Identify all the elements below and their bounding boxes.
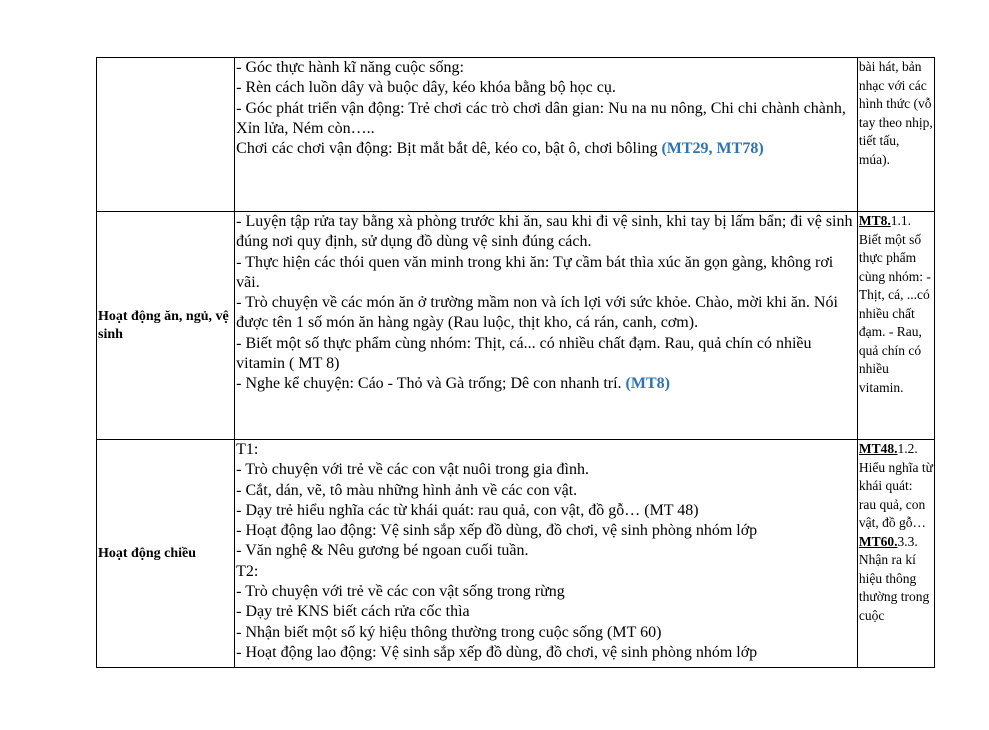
goal-code: MT8.: [858, 213, 891, 228]
goal-cell: [857, 212, 934, 440]
goal-cell: [857, 58, 934, 212]
activity-label-cell: [97, 212, 235, 440]
activity-label: Hoạt động ăn, ngủ, vệ sinh: [98, 308, 229, 342]
content-line: - Văn nghệ & Nêu gương bé ngoan cuối tuần.: [236, 542, 529, 560]
content-line: - Luyện tập rửa tay bằng xà phòng trước khi ăn, sau khi đi vệ sinh, khi tay bị lấm bẩn; đi vệ sinh đúng nơi quy định, sử dụng đồ dùng vệ sinh đúng cách.: [236, 213, 853, 251]
goal-text: Hiểu nghĩa từ khái quát: rau quả, con vật, đồ gỗ…: [858, 459, 933, 530]
content-line: - Hoạt động lao động: Vệ sinh sắp xếp đồ dùng, đồ chơi, vệ sinh phòng nhóm lớp: [236, 643, 758, 661]
content-line: - Góc phát triển vận động: Trẻ chơi các trò chơi dân gian: Nu na nu nông, Chi chi chành chành, Xỉn lửa, Ném còn…..: [236, 99, 846, 137]
content-line: - Dạy trẻ KNS biết cách rửa cốc thìa: [236, 603, 470, 621]
table-row: [97, 212, 935, 440]
goal-text: bài hát, bản nhạc với các hình thức (vỗ tay theo nhịp, tiết tấu, múa).: [858, 59, 933, 167]
content-line: - Hoạt động lao động: Vệ sinh sắp xếp đồ dùng, đồ chơi, vệ sinh phòng nhóm lớp: [236, 522, 758, 540]
activity-label-cell: [97, 440, 235, 668]
goal-ref: 1.1.: [890, 213, 912, 228]
content-line: - Trò chuyện với trẻ về các con vật nuôi trong gia đình.: [236, 461, 589, 479]
activity-label: Hoạt động chiều: [98, 545, 197, 561]
goal-text: Nhận ra kí hiệu thông thường trong cuộc: [858, 552, 930, 623]
content-line: - Rèn cách luồn dây và buộc dây, kéo khóa bằng bộ học cụ.: [236, 79, 616, 97]
content-line: T1:: [236, 441, 259, 458]
goal-text: Biết một số thực phẩm cùng nhóm: - Thịt, cá, ...có nhiều chất đạm. - Rau, quả chín có nhiều vitamin.: [858, 231, 931, 395]
content-line: T2:: [236, 562, 259, 580]
goal-code: MT60.: [858, 533, 898, 549]
content-line: - Trò chuyện với trẻ về các con vật sống trong rừng: [236, 583, 565, 601]
goal-code: MT48.: [858, 441, 898, 456]
content-line: - Góc thực hành kĩ năng cuộc sống:: [236, 59, 464, 76]
activity-label-cell: [97, 58, 235, 212]
content-line: - Dạy trẻ hiểu nghĩa các từ khái quát: rau quả, con vật, đồ gỗ… (MT 48): [236, 501, 699, 519]
content-line: - Cắt, dán, vẽ, tô màu những hình ảnh về các con vật.: [236, 481, 578, 499]
table-row: [97, 58, 935, 212]
content-line-text: - Nghe kể chuyện: Cáo - Thỏ và Gà trống; Dê con nhanh trí.: [236, 375, 626, 393]
activity-plan-table: [96, 57, 935, 668]
goal-ref: 3.3.: [897, 533, 918, 549]
activity-content-cell: [235, 212, 858, 440]
content-line: - Thực hiện các thói quen văn minh trong khi ăn: Tự cầm bát thìa xúc ăn gọn gàng, không rơi vãi.: [236, 253, 834, 291]
activity-content-cell: [235, 440, 858, 668]
content-line-text: Chơi các chơi vận động: Bịt mắt bắt dê, kéo co, bật ô, chơi bôling: [236, 140, 662, 158]
content-line: - Trò chuyện về các món ăn ở trường mầm non và ích lợi với sức khỏe. Chào, mời khi ăn. Nói được tên 1 số món ăn hàng ngày (Rau luộc, thịt kho, cá rán, canh, cơm).: [236, 294, 838, 332]
content-line: - Biết một số thực phẩm cùng nhóm: Thịt, cá... có nhiều chất đạm. Rau, quả chín có nhiều vitamin ( MT 8): [236, 334, 812, 373]
activity-content-cell: [235, 58, 858, 212]
goal-reference-tag: (MT29, MT78): [661, 140, 764, 158]
table-row: [97, 440, 935, 668]
goal-ref: 1.2.: [897, 441, 918, 456]
goal-cell: [857, 440, 934, 668]
content-line: [236, 374, 856, 394]
content-line: - Nhận biết một số ký hiệu thông thường trong cuộc sống (MT 60): [236, 623, 662, 641]
content-line: [236, 139, 856, 159]
goal-reference-tag: (MT8): [625, 375, 670, 393]
